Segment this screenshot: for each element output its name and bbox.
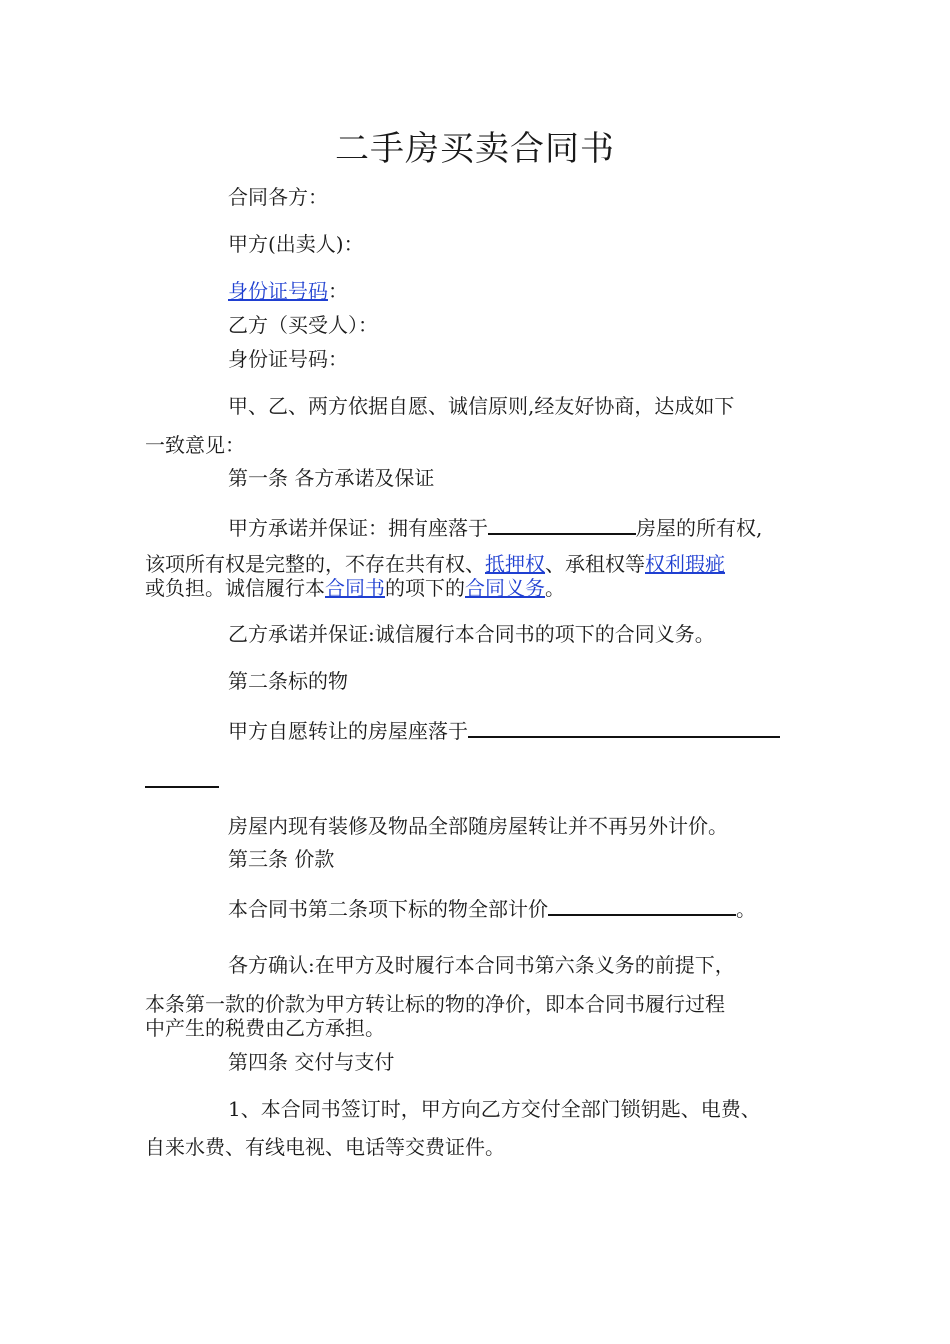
article1-p3-text: 或负担。诚信履行本 xyxy=(145,576,325,600)
article1-p2-text-mid: 、承租权等 xyxy=(545,552,645,576)
article1-p1-text-end: 房屋的所有权, xyxy=(636,516,763,540)
article3-p2-line-2: 本条第一款的价款为甲方转让标的物的净价，即本合同书履行过程 xyxy=(145,992,725,1016)
article3-p1-text: 本合同书第二条项下标的物全部计价 xyxy=(228,897,548,921)
price-blank xyxy=(548,894,736,916)
article3-p2-line-1: 各方确认:在甲方及时履行本合同书第六条义务的前提下， xyxy=(228,953,735,977)
article3-heading: 第三条 价款 xyxy=(228,847,335,871)
article1-p2-text: 该项所有权是完整的，不存在共有权、 xyxy=(145,552,485,576)
seller-label: 甲方(出卖人)： xyxy=(228,232,364,256)
seller-id-line xyxy=(228,279,348,303)
article1-p3-line xyxy=(145,576,565,600)
article2-heading: 第二条标的物 xyxy=(228,669,348,693)
transfer-location-blank-continued xyxy=(145,786,219,788)
article1-p3-text-end: 。 xyxy=(545,576,565,600)
parties-heading: 合同各方： xyxy=(228,185,328,209)
article1-p1-line xyxy=(228,513,762,540)
article2-p1-line xyxy=(228,716,780,743)
article2-p1-text: 甲方自愿转让的房屋座落于 xyxy=(228,719,468,743)
article3-p2-line-3: 中产生的税费由乙方承担。 xyxy=(145,1016,385,1040)
buyer-id-label: 身份证号码： xyxy=(228,347,348,371)
article2-p2: 房屋内现有装修及物品全部随房屋转让并不再另外计价。 xyxy=(228,814,728,838)
article4-heading: 第四条 交付与支付 xyxy=(228,1050,395,1074)
intro-line-1: 甲、乙、两方依据自愿、诚信原则,经友好协商，达成如下 xyxy=(228,394,735,418)
intro-line-2: 一致意见： xyxy=(145,433,245,457)
article4-p1-line-2: 自来水费、有线电视、电话等交费证件。 xyxy=(145,1135,505,1159)
article1-p1-text: 甲方承诺并保证：拥有座落于 xyxy=(228,516,488,540)
article4-p1-line-1: 1、本合同书签订时，甲方向乙方交付全部门锁钥匙、电费、 xyxy=(228,1097,761,1121)
mortgage-link[interactable]: 抵押权 xyxy=(485,552,545,576)
buyer-promise: 乙方承诺并保证:诚信履行本合同书的项下的合同义务。 xyxy=(228,622,715,646)
article1-heading: 第一条 各方承诺及保证 xyxy=(228,466,435,490)
contract-obligation-link[interactable]: 合同义务 xyxy=(465,576,545,600)
rights-defect-link[interactable]: 权利瑕疵 xyxy=(645,552,725,576)
contract-link[interactable]: 合同书 xyxy=(325,576,385,600)
article1-p2-line xyxy=(145,552,725,576)
property-location-blank xyxy=(488,513,636,535)
transfer-location-blank xyxy=(468,716,780,738)
article3-p1-line xyxy=(228,894,756,921)
id-number-link[interactable]: 身份证号码 xyxy=(228,279,328,303)
seller-id-colon: ： xyxy=(328,279,348,303)
document-title: 二手房买卖合同书 xyxy=(335,129,615,169)
buyer-label: 乙方（买受人）： xyxy=(228,313,378,337)
article1-p3-text-mid: 的项下的 xyxy=(385,576,465,600)
article3-p1-text-end: 。 xyxy=(736,897,756,921)
